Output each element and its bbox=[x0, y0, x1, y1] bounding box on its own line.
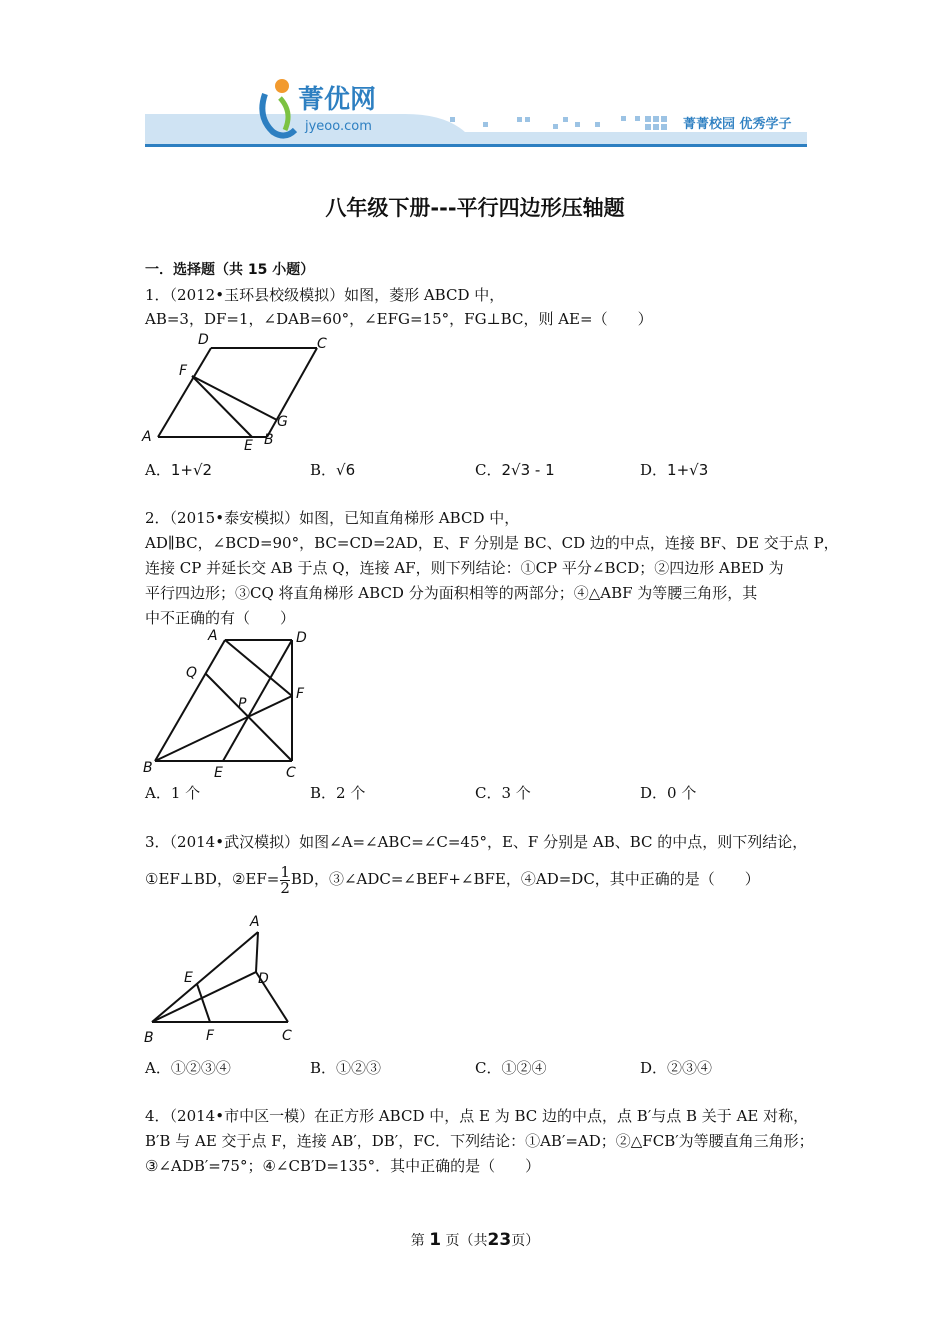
q2-option-b[interactable]: B．2 个 bbox=[310, 784, 366, 802]
q3-stem-line2 bbox=[145, 864, 760, 896]
q1-rhombus-figure bbox=[140, 330, 340, 452]
q2-label-C: C bbox=[286, 765, 296, 781]
q3-fraction-denominator: 2 bbox=[280, 878, 290, 897]
section-heading: 一．选择题（共 15 小题） bbox=[145, 262, 315, 278]
q2-label-A: A bbox=[208, 628, 218, 644]
q3-stem-line2-part1: ①EF⊥BD，②EF= bbox=[145, 870, 280, 888]
q2-label-Q: Q bbox=[186, 665, 198, 681]
footer-mid: 页（共 bbox=[445, 1233, 488, 1249]
q3-label-F: F bbox=[206, 1028, 215, 1044]
q2-stem-line1: 2．（2015•泰安模拟）如图，已知直角梯形 ABCD 中， bbox=[145, 509, 520, 527]
q1-option-d-math: 1+√3 bbox=[667, 461, 709, 479]
q1-label-G: G bbox=[277, 414, 288, 430]
header-slogan: 菁菁校园 优秀学子 bbox=[683, 117, 792, 132]
q1-label-E: E bbox=[244, 438, 253, 452]
document-title: 八年级下册---平行四边形压轴题 bbox=[325, 196, 625, 220]
q1-stem-line1: 1．（2012•玉环县校级模拟）如图，菱形 ABCD 中， bbox=[145, 286, 505, 304]
header-rule bbox=[145, 144, 807, 147]
q3-label-A: A bbox=[250, 914, 260, 930]
footer-post: 页） bbox=[511, 1233, 540, 1249]
jyeoo-logo-banner bbox=[145, 72, 807, 152]
q2-label-P: P bbox=[238, 696, 247, 712]
q4-stem-line2: B′B 与 AE 交于点 F，连接 AB′，DB′，FC．下列结论：①AB′=AD；②△FCB′为等腰直角三角形； bbox=[145, 1132, 814, 1150]
brand-url: jyeoo.com bbox=[305, 119, 372, 134]
q3-label-C: C bbox=[282, 1028, 292, 1044]
q1-option-c-letter: C． bbox=[475, 461, 502, 479]
q3-option-c[interactable]: C．①②④ bbox=[475, 1059, 547, 1077]
q2-stem-line5: 中不正确的有（ ） bbox=[145, 609, 296, 627]
q1-option-c-math: 2√3 - 1 bbox=[501, 461, 555, 479]
q3-stem-line2-part2: BD，③∠ADC=∠BEF+∠BFE，④AD=DC，其中正确的是（ ） bbox=[290, 870, 760, 888]
q1-option-a-letter: A． bbox=[145, 461, 171, 479]
q2-label-F: F bbox=[296, 686, 305, 702]
footer-pre: 第 bbox=[410, 1233, 425, 1249]
q2-stem-line2: AD∥BC，∠BCD=90°，BC=CD=2AD，E、F 分别是 BC、CD 边的中点，连接 BF、DE 交于点 P， bbox=[145, 534, 839, 552]
q1-label-D: D bbox=[198, 332, 209, 348]
q1-stem-line2: AB=3，DF=1，∠DAB=60°，∠EFG=15°，FG⊥BC，则 AE=（ ） bbox=[145, 310, 653, 328]
q1-option-b[interactable] bbox=[310, 459, 355, 480]
q3-label-E: E bbox=[184, 970, 193, 986]
q3-fraction-numerator: 1 bbox=[280, 862, 290, 881]
q4-stem-line1: 4．（2014•市中区一模）在正方形 ABCD 中，点 E 为 BC 边的中点，点 B′与点 B 关于 AE 对称， bbox=[145, 1107, 809, 1125]
page-header bbox=[145, 72, 807, 152]
q2-trapezoid-figure bbox=[140, 626, 320, 784]
q3-stem-line1: 3．（2014•武汉模拟）如图∠A=∠ABC=∠C=45°，E、F 分别是 AB、BC 的中点，则下列结论， bbox=[145, 833, 808, 851]
q1-option-b-letter: B． bbox=[310, 461, 337, 479]
q3-option-a[interactable]: A．①②③④ bbox=[145, 1059, 231, 1077]
q3-label-D: D bbox=[258, 971, 269, 987]
footer-total-pages: 23 bbox=[487, 1230, 512, 1250]
q1-label-A: A bbox=[142, 429, 152, 445]
q1-option-c[interactable] bbox=[475, 459, 555, 480]
q2-stem-line3: 连接 CP 并延长交 AB 于点 Q，连接 AF，则下列结论：①CP 平分∠BCD；②四边形 ABED 为 bbox=[145, 559, 784, 577]
q2-label-D: D bbox=[296, 630, 307, 646]
q2-label-B: B bbox=[143, 760, 153, 776]
q3-option-b[interactable]: B．①②③ bbox=[310, 1059, 382, 1077]
brand-cn: 菁优网 bbox=[298, 85, 377, 115]
q1-option-d-letter: D． bbox=[640, 461, 668, 479]
q3-label-B: B bbox=[144, 1030, 154, 1046]
q2-option-d[interactable]: D．0 个 bbox=[640, 784, 697, 802]
q2-stem-line4: 平行四边形；③CQ 将直角梯形 ABCD 分为面积相等的两部分；④△ABF 为等腰三角形，其 bbox=[145, 584, 758, 602]
page-footer bbox=[0, 1230, 950, 1250]
q1-label-B: B bbox=[264, 432, 274, 448]
q1-option-a[interactable] bbox=[145, 459, 212, 480]
q2-option-a[interactable]: A．1 个 bbox=[145, 784, 201, 802]
q2-option-c[interactable]: C．3 个 bbox=[475, 784, 531, 802]
decorative-squares bbox=[450, 116, 667, 130]
q1-option-d[interactable] bbox=[640, 459, 708, 480]
q3-fraction-half bbox=[280, 862, 290, 897]
q1-label-C: C bbox=[317, 336, 327, 352]
q3-quadrilateral-figure bbox=[140, 910, 310, 1048]
q1-option-b-math: √6 bbox=[336, 461, 356, 479]
q1-label-F: F bbox=[179, 363, 188, 379]
q3-option-d[interactable]: D．②③④ bbox=[640, 1059, 713, 1077]
q4-stem-line3: ③∠ADB′=75°；④∠CB′D=135°．其中正确的是（ ） bbox=[145, 1157, 541, 1175]
q2-label-E: E bbox=[214, 765, 223, 781]
q1-option-a-math: 1+√2 bbox=[170, 461, 213, 479]
footer-page-number: 1 bbox=[429, 1230, 442, 1250]
